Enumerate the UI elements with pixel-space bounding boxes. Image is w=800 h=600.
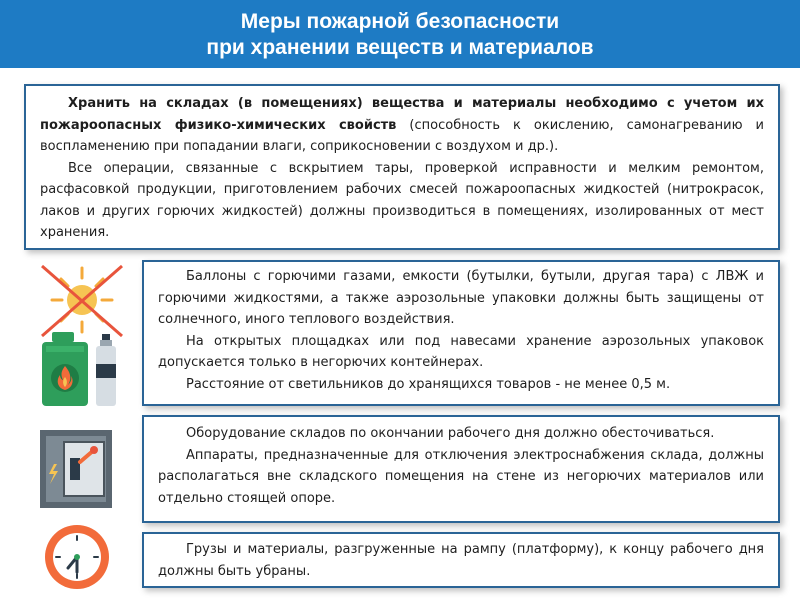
flammable-canister-icon	[38, 330, 128, 410]
equipment-power-paragraph1: Оборудование складов по окончании рабочего дня должно обесточиваться.	[186, 426, 715, 441]
gas-cylinders-box	[142, 260, 780, 406]
storage-rules-paragraph1	[40, 93, 764, 158]
cargo-removal-paragraph1: Грузы и материалы, разгруженные на рампу (платформу), к концу рабочего дня должны быть убраны.	[158, 542, 764, 579]
storage-rules-bold-lead: Хранить на складах (в помещениях) вещества и материалы необходимо с учетом их пожароопасных физико-химических свойств	[40, 96, 764, 133]
page-title-line2: при хранении веществ и материалов	[206, 36, 594, 59]
electrical-switch-icon	[38, 428, 114, 510]
no-sun-icon	[34, 262, 130, 340]
storage-rules-paragraph2: Все операции, связанные с вскрытием тары, проверкой исправности и мелким ремонтом, расфасовкой продукции, приготовлением рабочих смесей пожароопасных жидкостей (нитрокрасок, лаков и других горючих жидкостей) должны производиться в помещениях, изолированных от мест хранения.	[40, 160, 764, 240]
clock-icon	[42, 522, 112, 592]
equipment-power-paragraph2: Аппараты, предназначенные для отключения электроснабжения склада, должны располагаться вне складского помещения на стене из негорючих материалов или отдельно стоящей опоре.	[158, 447, 764, 506]
header-banner	[0, 0, 800, 68]
cargo-removal-box	[142, 532, 780, 588]
gas-cylinders-paragraph3: Расстояние от светильников до хранящихся товаров - не менее 0,5 м.	[186, 376, 671, 392]
gas-cylinders-paragraph1: Баллоны с горючими газами, емкости (бутылки, бутыли, другая тара) с ЛВЖ и горючими жидкостями, а также аэрозольные упаковки должны быть защищены от солнечного, иного теплового воздействия.	[158, 269, 764, 327]
equipment-power-box	[142, 415, 780, 523]
page-title-line1: Меры пожарной безопасности	[240, 10, 560, 33]
storage-rules-lead-rest: (способность к окислению, самонагреванию и воспламенению при попадании влаги, соприкосновении с воздухом и др.).	[40, 117, 765, 154]
gas-cylinders-paragraph2: На открытых площадках или под навесами хранение аэрозольных упаковок допускается только в негорючих контейнерах.	[158, 333, 764, 370]
storage-rules-box	[24, 84, 780, 250]
